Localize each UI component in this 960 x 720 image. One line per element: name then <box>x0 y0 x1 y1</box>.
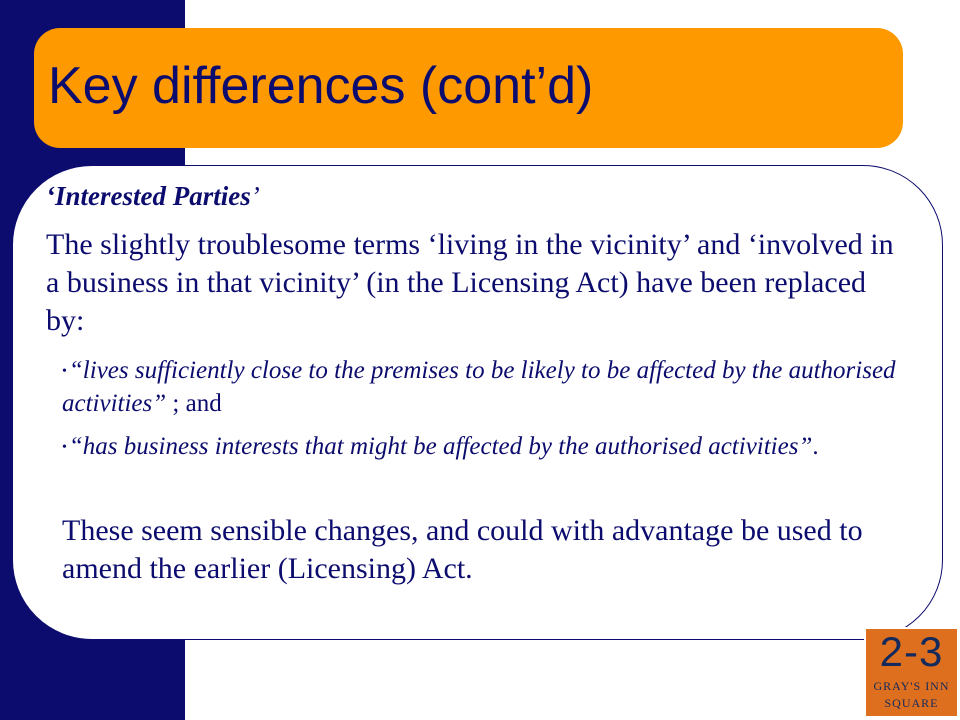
heading-closing-quote: ’ <box>250 181 260 211</box>
slide-title: Key differences (cont’d) <box>48 57 594 115</box>
bullet-suffix: . <box>812 433 819 460</box>
bullet-suffix: ; and <box>166 390 222 418</box>
bullet-item <box>62 355 902 420</box>
bullet-icon: • <box>62 364 67 380</box>
bullet-icon: • <box>62 440 67 456</box>
logo-number: 2-3 <box>879 628 944 675</box>
title-banner <box>34 28 903 148</box>
conclusion-paragraph: These seem sensible changes, and could with advantage be used to amend the earlier (Licensing) Act. <box>62 514 863 585</box>
logo-line-2: SQUARE <box>884 696 939 710</box>
bullet-quote: “lives sufficiently close to the premises to be likely to be affected by the authorised activities” <box>62 357 896 418</box>
heading-text: ‘Interested Parties <box>46 181 251 211</box>
intro-paragraph: The slightly troublesome terms ‘living in the vicinity’ and ‘involved in a business in that vicinity’ (in the Licensing Act) have been replaced by: <box>46 228 894 337</box>
logo-line-1: GRAY'S INN <box>873 679 950 693</box>
bullet-item <box>62 431 902 464</box>
section-heading <box>46 181 260 212</box>
grays-inn-square-logo <box>864 627 959 718</box>
bullet-quote: “has business interests that might be affected by the authorised activities” <box>68 433 813 460</box>
